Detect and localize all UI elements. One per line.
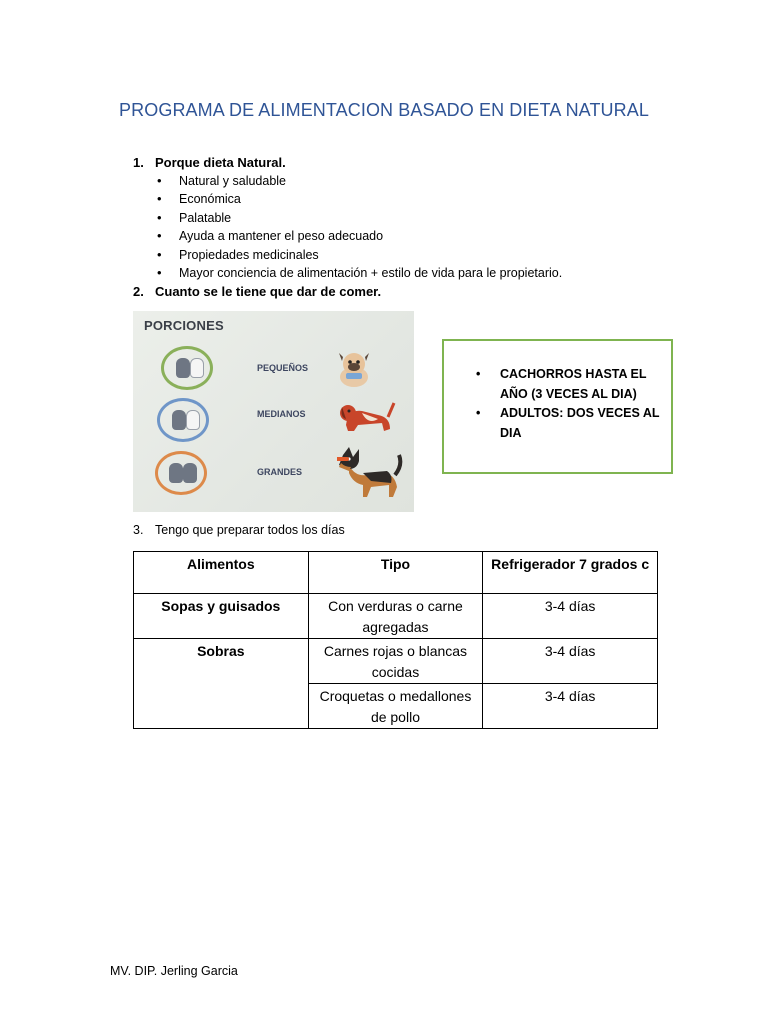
list-item: • Propiedades medicinales xyxy=(155,246,562,264)
portions-title: PORCIONES xyxy=(144,318,224,333)
storage-table xyxy=(133,551,658,729)
table-cell: Con verduras o carne agregadas xyxy=(308,594,483,639)
list-item: • CACHORROS HASTA EL AÑO (3 VECES AL DIA) xyxy=(474,365,662,404)
list-item: • Palatable xyxy=(155,209,562,227)
portion-label-small: PEQUEÑOS xyxy=(257,363,309,373)
hand-icon xyxy=(186,410,200,430)
section-number: 1. xyxy=(133,155,144,170)
table-cell: Sobras xyxy=(134,639,309,729)
medium-portion-ring xyxy=(157,398,209,442)
table-cell: Croquetas o medallones de pollo xyxy=(308,684,483,729)
hand-icon xyxy=(169,463,183,483)
table-header-row xyxy=(134,552,658,594)
table-cell: 3-4 días xyxy=(483,684,658,729)
hand-icon xyxy=(176,358,190,378)
section-title: Porque dieta Natural. xyxy=(155,155,286,170)
portion-label-medium: MEDIANOS xyxy=(257,409,306,419)
author-footer: MV. DIP. Jerling Garcia xyxy=(110,964,238,978)
table-cell: Carnes rojas o blancas cocidas xyxy=(308,639,483,684)
hand-icon xyxy=(183,463,197,483)
hand-icon xyxy=(190,358,204,378)
list-item: • Mayor conciencia de alimentación + estilo de vida para le propietario. xyxy=(155,264,562,282)
list-item: • Económica xyxy=(155,190,562,208)
hand-icon xyxy=(172,410,186,430)
large-portion-ring xyxy=(155,451,207,495)
table-row xyxy=(134,594,658,639)
pug-dog-icon xyxy=(333,349,375,389)
table-header-cell: Tipo xyxy=(308,552,483,594)
table-header-cell: Alimentos xyxy=(134,552,309,594)
portion-label-large: GRANDES xyxy=(257,467,303,477)
medium-dog-icon xyxy=(338,395,398,435)
section-1-heading xyxy=(133,155,286,170)
page-title: PROGRAMA DE ALIMENTACION BASADO EN DIETA NATURAL xyxy=(119,100,649,120)
section-title: Tengo que preparar todos los días xyxy=(155,523,345,537)
small-portion-ring xyxy=(161,346,213,390)
section-3-heading xyxy=(133,523,345,537)
table-cell: 3-4 días xyxy=(483,594,658,639)
list-item: • Ayuda a mantener el peso adecuado xyxy=(155,227,562,245)
section-number: 3. xyxy=(133,523,144,537)
large-dog-icon xyxy=(337,445,403,499)
list-item: • ADULTOS: DOS VECES AL DIA xyxy=(474,404,662,443)
portions-image xyxy=(133,311,414,512)
table-row xyxy=(134,639,658,684)
benefits-list xyxy=(155,172,562,282)
table-cell: 3-4 días xyxy=(483,639,658,684)
list-item: • Natural y saludable xyxy=(155,172,562,190)
section-title: Cuanto se le tiene que dar de comer. xyxy=(155,284,382,299)
table-cell: Sopas y guisados xyxy=(134,594,309,639)
table-header-cell: Refrigerador 7 grados c xyxy=(483,552,658,594)
feeding-frequency-box xyxy=(442,339,673,474)
section-2-heading xyxy=(133,284,381,299)
section-number: 2. xyxy=(133,284,144,299)
